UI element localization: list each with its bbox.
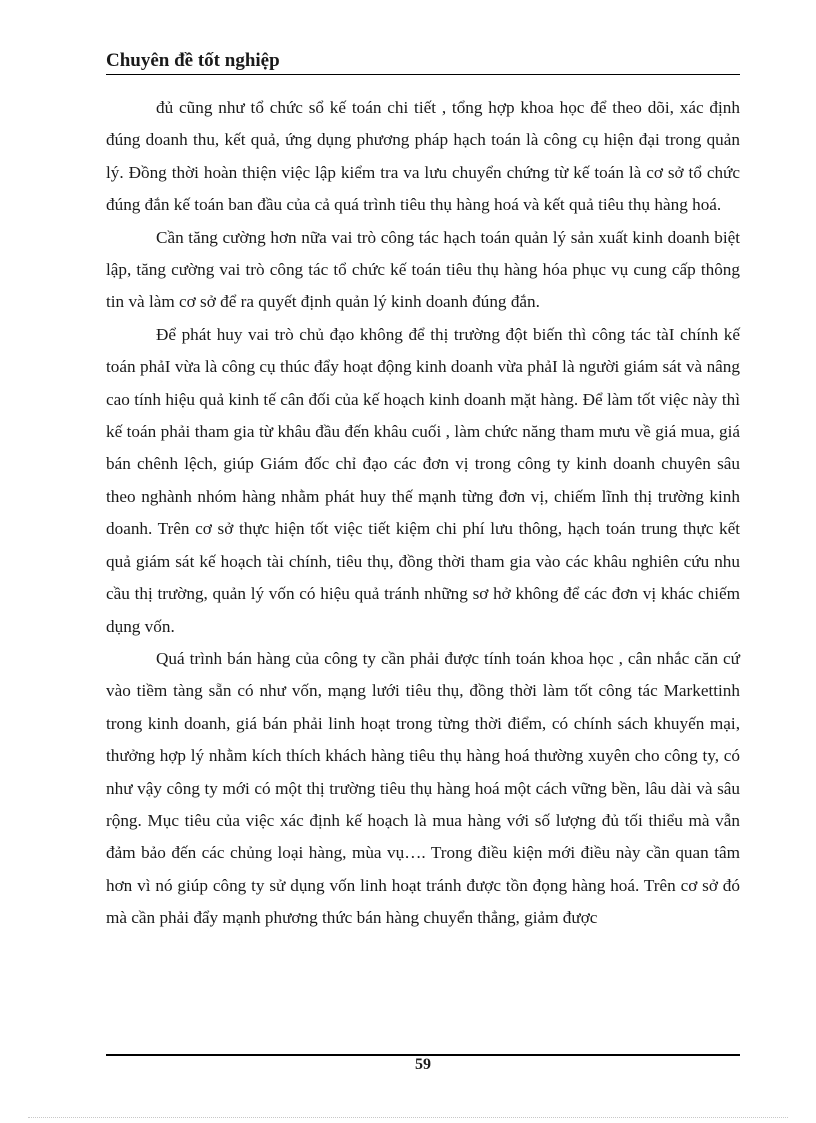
page-number: 59 bbox=[415, 1056, 431, 1073]
paragraph: Quá trình bán hàng của công ty cần phải được tính toán khoa học , cân nhắc căn cứ vào tiềm tàng sẵn có như vốn, mạng lưới tiêu thụ, đồng thời làm tốt công tác Markettinh trong kinh doanh, giá bán phải linh hoạt trong từng thời điểm, có chính sách khuyến mại, thưởng hợp lý nhằm kích thích khách hàng tiêu thụ hàng hoá thường xuyên cho công ty, có như vậy công ty mới có một thị trường tiêu thụ hàng hoá một cách vững bền, lâu dài và sâu rộng. Mục tiêu của việc xác định kế hoạch là mua hàng với số lượng đủ tối thiểu mà vẫn đảm bảo đến các chủng loại hàng, mùa vụ…. Trong điều kiện mới điều này cần quan tâm hơn vì nó giúp công ty sử dụng vốn linh hoạt tránh được tồn đọng hàng hoá. Trên cơ sở đó mà cần phải đẩy mạnh phương thức bán hàng chuyển thẳng, giảm được bbox=[106, 648, 740, 928]
paragraph: Để phát huy vai trò chủ đạo không để thị trường đột biến thì công tác tàI chính kế toán phảI vừa là công cụ thúc đẩy hoạt động kinh doanh vừa phảI là người giám sát và nâng cao tính hiệu quả kinh tế cân đối của kế hoạch kinh doanh mặt hàng. Để làm tốt việc này thì kế toán phải tham gia từ khâu đầu đến khâu cuối , làm chức năng tham mưu về giá mua, giá bán chênh lệch, giúp Giám đốc chỉ đạo các đơn vị trong công ty kinh doanh chuyên sâu theo nghành nhóm hàng nhằm phát huy thế mạnh từng đơn vị, chiếm lĩnh thị trường kinh doanh. Trên cơ sở thực hiện tốt việc tiết kiệm chi phí lưu thông, hạch toán trung thực kết quả giám sát kế hoạch tài chính, tiêu thụ, đồng thời tham gia vào các khâu nghiên cứu nhu cầu thị trường, quản lý vốn có hiệu quả tránh những sơ hở không để các đơn vị khác chiếm dụng vốn. bbox=[106, 324, 740, 636]
page-header bbox=[106, 50, 740, 75]
paragraph: Cần tăng cường hơn nữa vai trò công tác hạch toán quản lý sản xuất kinh doanh biệt lập, tăng cường vai trò công tác tổ chức kế toán tiêu thụ hàng hóa phục vụ cung cấp thông tin và làm cơ sở để ra quyết định quản lý kinh doanh đúng đắn. bbox=[106, 227, 740, 312]
document-title: Chuyên đề tốt nghiệp bbox=[106, 50, 280, 71]
page-edge-divider bbox=[28, 1117, 788, 1118]
body-text bbox=[106, 92, 740, 935]
paragraph-continuation: đủ cũng như tổ chức sổ kế toán chi tiết , tổng hợp khoa học để theo dõi, xác định đúng doanh thu, kết quả, ứng dụng phương pháp hạch toán là công cụ hiện đại trong quản lý. Đồng thời hoàn thiện việc lập kiểm tra va lưu chuyển chứng từ kế toán là cơ sở tổ chức đúng đắn kế toán ban đầu của cả quá trình tiêu thụ hàng hoá và kết quả tiêu thụ hàng hoá. bbox=[106, 98, 740, 215]
